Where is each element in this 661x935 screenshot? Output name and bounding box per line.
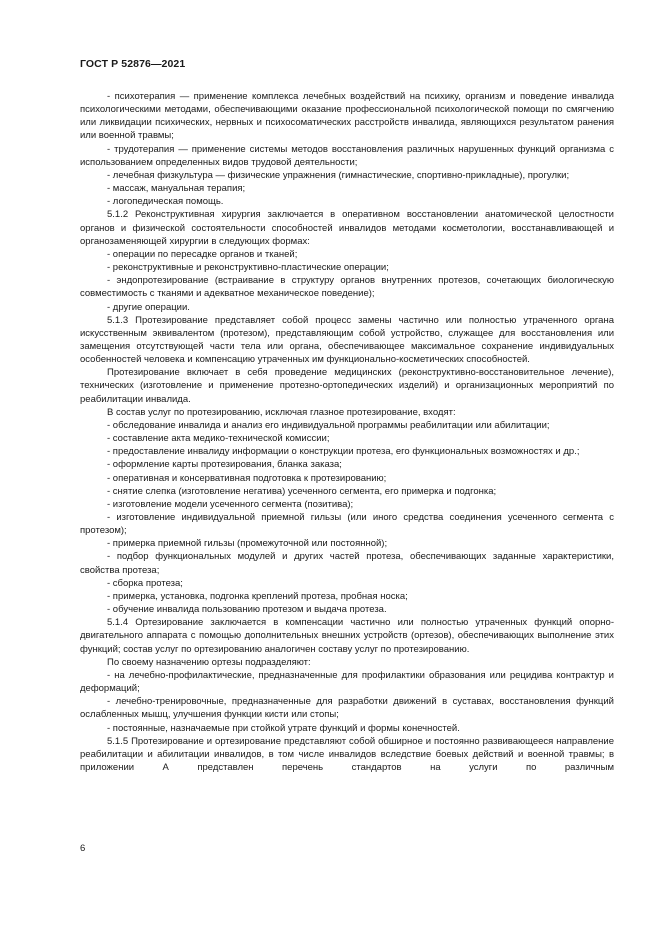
paragraph: 5.1.3 Протезирование представляет собой процесс замены частично или полностью утраченного органа искусственным эквивалентом (протезом), представляющим собой устройство, служащее для восстановления или замещения отсутствующей части тела или органа, обеспечивающее максимальное сохранение индивидуальных особенностей человека и компенсацию утраченных им функционально-косметических способностей. [80, 314, 614, 366]
paragraph: - другие операции. [107, 301, 190, 313]
paragraph: - трудотерапия — применение системы методов восстановления различных нарушенных функций организма с использованием определенных видов трудовой деятельности; [80, 143, 614, 168]
paragraph: В состав услуг по протезированию, исключая глазное протезирование, входят: [107, 406, 456, 418]
paragraph: - примерка, установка, подгонка креплений протеза, пробная носка; [107, 590, 408, 602]
paragraph: - операции по пересадке органов и тканей; [107, 248, 298, 260]
paragraph: 5.1.5 Протезирование и ортезирование представляют собой обширное и постоянно развивающееся направление реабилитации и абилитации инвалидов, в том числе инвалидов вследствие боевых действий и военной травмы; в приложении А представлен перечень стандартов на услуги по различным [80, 735, 614, 773]
document-body [80, 90, 614, 774]
paragraph: 5.1.2 Реконструктивная хирургия заключается в оперативном восстановлении анатомической целостности органов и физической состоятельности способностей инвалидов методами косметологии, восстанавливающей и органозаменяющей хирургии в следующих формах: [80, 209, 614, 247]
paragraph: - примерка приемной гильзы (промежуточной или постоянной); [107, 538, 388, 550]
document-header: ГОСТ Р 52876—2021 [80, 58, 186, 70]
paragraph: - лечебно-тренировочные, предназначенные для разработки движений в суставах, восстановления функций ослабленных мышц, улучшения функции кисти или стопы; [80, 696, 614, 721]
paragraph: - оперативная и консервативная подготовка к протезированию; [107, 472, 387, 484]
paragraph: - реконструктивные и реконструктивно-пластические операции; [107, 262, 389, 274]
paragraph: - психотерапия — применение комплекса лечебных воздействий на психику, организм и поведение инвалида психологическими методами, обеспечивающими оказание профессиональной психологической помощи по смягчению или ликвидации психических, нервных и психосоматических расстройств инвалида, являющихся результатом ранения или военной травмы; [80, 91, 614, 142]
paragraph: - эндопротезирование (встраивание в структуру органов внутренних протезов, сочетающих биологическую совместимость с тканями и адекватное механическое поведение); [80, 275, 614, 300]
paragraph: - лечебная физкультура — физические упражнения (гимнастические, спортивно-прикладные), прогулки; [107, 169, 570, 181]
paragraph: - сборка протеза; [107, 577, 183, 589]
paragraph: - составление акта медико-технической комиссии; [107, 433, 330, 445]
paragraph: По своему назначению ортезы подразделяют: [107, 656, 311, 668]
paragraph: - логопедическая помощь. [107, 196, 224, 208]
paragraph: 5.1.4 Ортезирование заключается в компенсации частично или полностью утраченных функций опорно-двигательного аппарата с помощью дополнительных внешних устройств (ортезов), обеспечивающих выполнение этих функций; состав услуг по ортезированию аналогичен составу услуг по протезированию. [80, 617, 614, 655]
paragraph: - изготовление индивидуальной приемной гильзы (или иного средства соединения усеченного сегмента с протезом); [80, 512, 614, 537]
paragraph: - постоянные, назначаемые при стойкой утрате функций и формы конечностей. [107, 722, 460, 734]
paragraph: - оформление карты протезирования, бланка заказа; [107, 459, 342, 471]
page-number: 6 [80, 843, 86, 854]
paragraph: - на лечебно-профилактические, предназначенные для профилактики образования или рецидива контрактур и деформаций; [80, 669, 614, 695]
paragraph: Протезирование включает в себя проведение медицинских (реконструктивно-восстановительное лечение), технических (изготовление и применение протезно-ортопедических изделий) и организационных мероприятий по реабилитации инвалида. [80, 367, 614, 405]
paragraph: - предоставление инвалиду информации о конструкции протеза, его функциональных возможностях и др.; [107, 446, 580, 458]
paragraph: - изготовление модели усеченного сегмента (позитива); [107, 498, 354, 510]
paragraph: - подбор функциональных модулей и других частей протеза, обеспечивающих заданные характеристики, свойства протеза; [80, 551, 614, 576]
paragraph: - массаж, мануальная терапия; [107, 183, 246, 195]
paragraph: - обследование инвалида и анализ его индивидуальной программы реабилитации или абилитации; [107, 419, 550, 431]
paragraph: - обучение инвалида пользованию протезом и выдача протеза. [107, 604, 387, 616]
paragraph: - снятие слепка (изготовление негатива) усеченного сегмента, его примерка и подгонка; [107, 485, 497, 497]
